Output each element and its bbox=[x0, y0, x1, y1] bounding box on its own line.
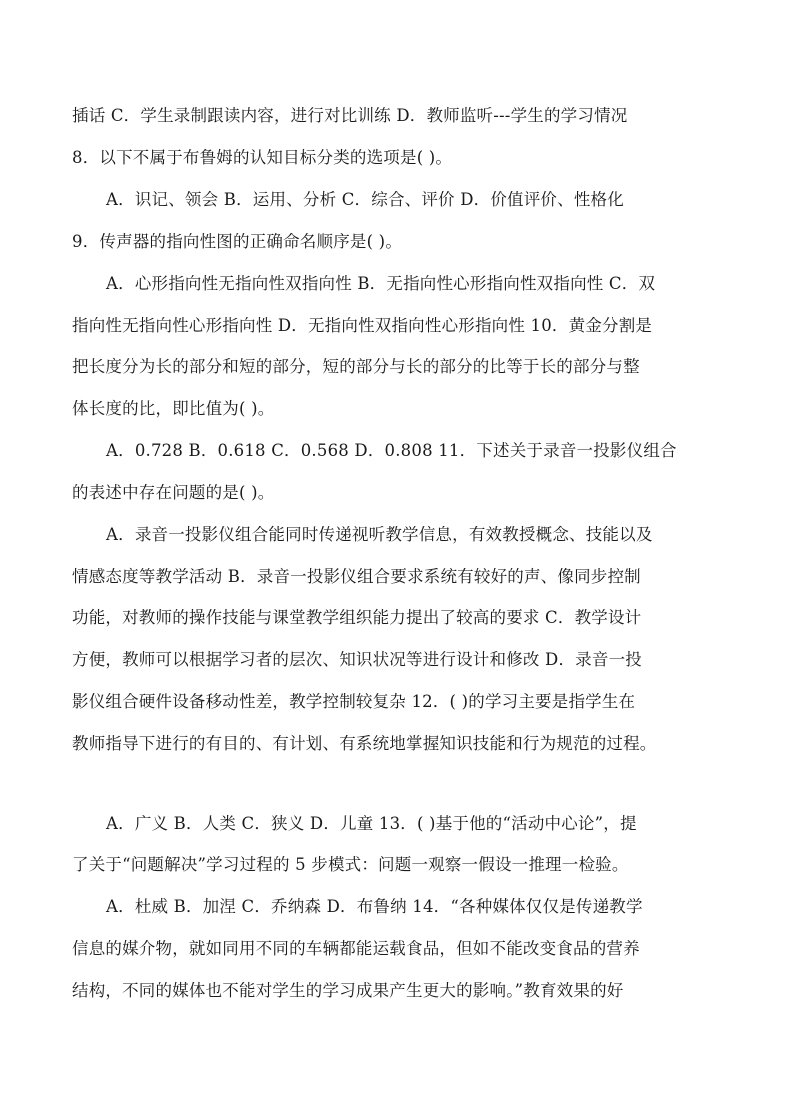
text-line: 体长度的比，即比值为( )。 bbox=[72, 399, 275, 418]
text-line: 方便，教师可以根据学习者的层次、知识状况等进行设计和修改 D．录音一投 bbox=[72, 650, 642, 669]
question-13-options: A．杜威 B．加涅 C．乔纳森 D．布鲁纳 14．“各种媒体仅仅是传递教学 bbox=[106, 897, 643, 916]
text-line: 情感态度等教学活动 B．录音一投影仪组合要求系统有较好的声、像同步控制 bbox=[72, 567, 641, 586]
text-line: 插话 C．学生录制跟读内容，进行对比训练 D．教师监听---学生的学习情况 bbox=[72, 106, 628, 125]
text-line: 指向性无指向性心形指向性 D．无指向性双指向性心形指向性 10．黄金分割是 bbox=[72, 316, 653, 335]
text-line: 信息的媒介物，就如同用不同的车辆都能运载食品，但如不能改变食品的营养 bbox=[72, 939, 640, 958]
question-8: 8．以下不属于布鲁姆的认知目标分类的选项是( )。 bbox=[72, 148, 453, 167]
text-line: 把长度分为长的部分和短的部分，短的部分与长的部分的比等于长的部分与整 bbox=[72, 357, 640, 376]
text-line: 教师指导下进行的有目的、有计划、有系统地掌握知识技能和行为规范的过程。 bbox=[72, 734, 657, 753]
question-9-options: A．心形指向性无指向性双指向性 B．无指向性心形指向性双指向性 C．双 bbox=[106, 274, 656, 293]
text-line: 了关于“问题解决”学习过程的 5 步模式：问题一观察一假设一推理一检验。 bbox=[72, 855, 629, 874]
question-11-options: A．录音一投影仪组合能同时传递视听教学信息，有效教授概念、技能以及 bbox=[106, 525, 653, 544]
question-10-options: A．0.728 B．0.618 C．0.568 D．0.808 11．下述关于录音一投影仪组合 bbox=[106, 441, 677, 460]
question-12-options: A．广义 B．人类 C．狭义 D．儿童 13．( )基于他的“活动中心论”，提 bbox=[106, 814, 637, 833]
text-line: 影仪组合硬件设备移动性差，教学控制较复杂 12．( )的学习主要是指学生在 bbox=[72, 692, 636, 711]
question-8-options: A．识记、领会 B．运用、分析 C．综合、评价 D．价值评价、性格化 bbox=[106, 190, 624, 209]
text-line: 功能，对教师的操作技能与课堂教学组织能力提出了较高的要求 C．教学设计 bbox=[72, 608, 642, 627]
question-9: 9．传声器的指向性图的正确命名顺序是( )。 bbox=[72, 232, 403, 251]
text-line: 结构，不同的媒体也不能对学生的学习成果产生更大的影响。”教育效果的好 bbox=[72, 981, 624, 1000]
text-line: 的表述中存在问题的是( )。 bbox=[72, 483, 275, 502]
